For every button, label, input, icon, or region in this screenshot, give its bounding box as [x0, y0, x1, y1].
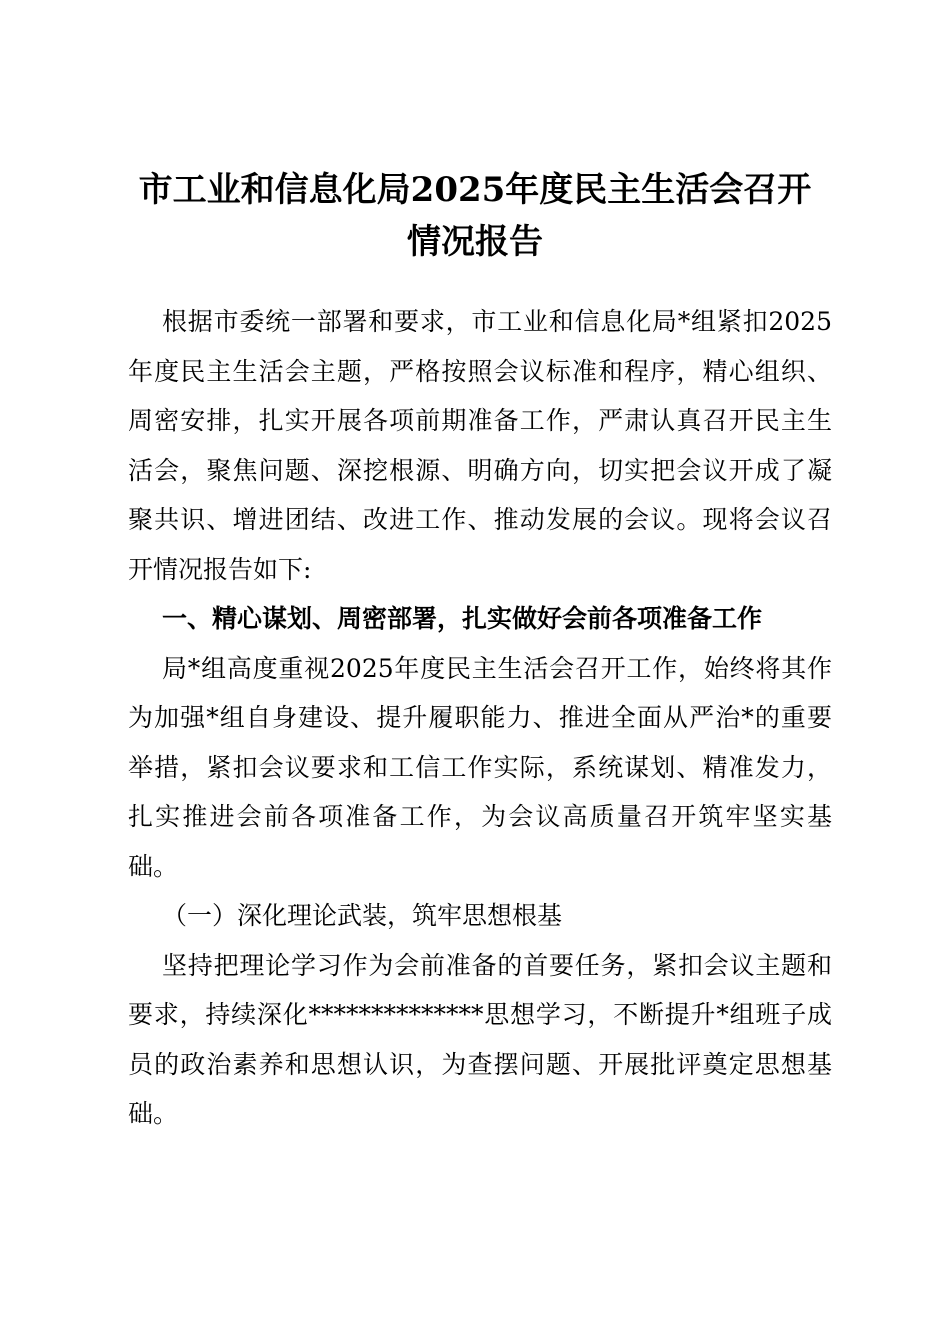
- text-line: 聚共识、增进团结、改进工作、推动发展的会议。现将会议召: [128, 505, 832, 534]
- text-line: 周密安排，扎实开展各项前期准备工作，严肃认真召开民主生: [128, 406, 832, 435]
- text-line: 础。: [128, 851, 179, 881]
- text-line: 局*组高度重视2025年度民主生活会召开工作，始终将其作: [162, 653, 832, 683]
- title-line-2: 情况报告: [407, 222, 543, 262]
- text-line: 活会，聚焦问题、深挖根源、明确方向，切实把会议开成了凝: [128, 455, 832, 485]
- paragraph-intro: [128, 297, 832, 594]
- text-line: 为加强*组自身建设、提升履职能力、推进全面从严治*的重要: [128, 703, 832, 732]
- section-heading-1: 一、精心谋划、周密部署，扎实做好会前各项准备工作: [162, 604, 763, 633]
- paragraph-subsection-1: [128, 941, 832, 1139]
- text-line: 员的政治素养和思想认识，为查摆问题、开展批评奠定思想基: [128, 1049, 832, 1079]
- text-line: 举措，紧扣会议要求和工信工作实际，系统谋划、精准发力，: [128, 752, 832, 782]
- text-line: 扎实推进会前各项准备工作，为会议高质量召开筑牢坚实基: [128, 802, 832, 831]
- text-line: 开情况报告如下:: [128, 554, 312, 584]
- subsection-heading-1: （一）深化理论武装，筑牢思想根基: [162, 901, 563, 930]
- text-line: 要求，持续深化**************思想学习，不断提升*组班子成: [128, 1000, 832, 1029]
- paragraph-section-1: [128, 644, 832, 892]
- text-line: 础。: [128, 1099, 179, 1128]
- text-line: 根据市委统一部署和要求，市工业和信息化局*组紧扣2025: [162, 307, 832, 336]
- text-line: 坚持把理论学习作为会前准备的首要任务，紧扣会议主题和: [162, 950, 832, 980]
- title-line-1: 市工业和信息化局2025年度民主生活会召开: [138, 170, 812, 210]
- document-body: [128, 297, 832, 1139]
- text-line: 年度民主生活会主题，严格按照会议标准和程序，精心组织、: [128, 356, 832, 386]
- document-title: [0, 164, 950, 268]
